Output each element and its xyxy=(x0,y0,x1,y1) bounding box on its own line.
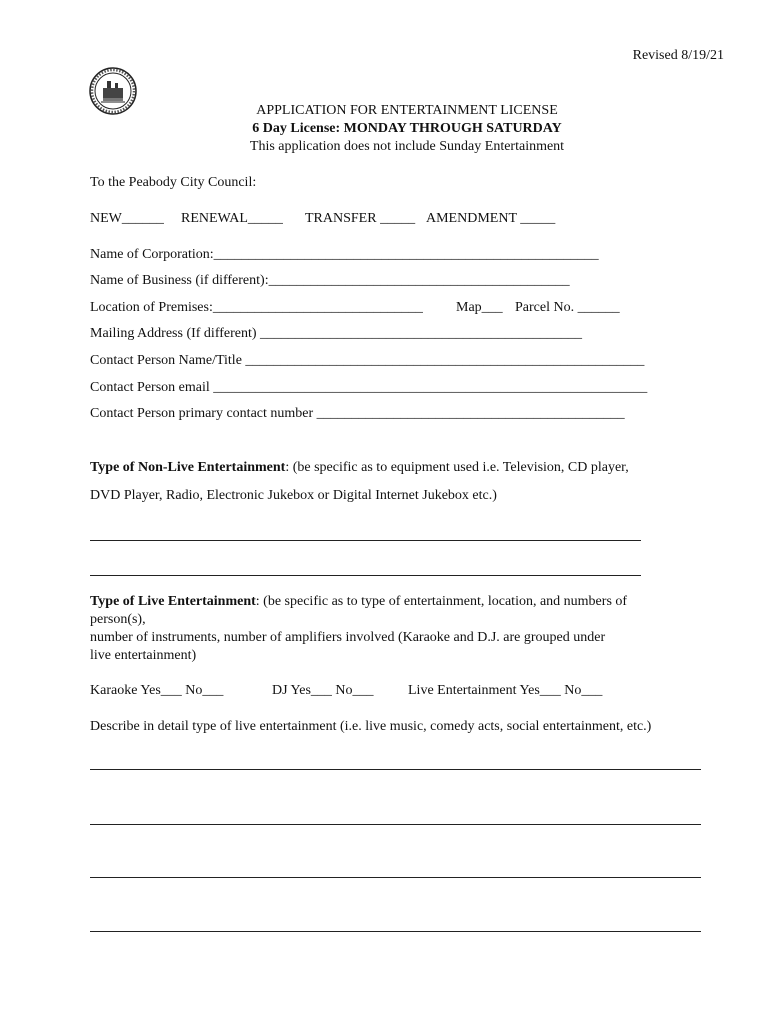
mailing-address-field[interactable]: Mailing Address (If different) ______________________________________________ xyxy=(90,326,583,341)
non-live-heading: Type of Non-Live Entertainment xyxy=(90,460,286,475)
describe-prompt: Describe in detail type of live entertainment (i.e. live music, comedy acts, social entertainment, etc.) xyxy=(90,719,652,734)
form-note: This application does not include Sunday Entertainment xyxy=(249,139,565,154)
live-section xyxy=(90,594,627,611)
amendment-option[interactable]: AMENDMENT _____ xyxy=(426,211,556,226)
corporation-field[interactable]: Name of Corporation:_______________________________________________________ xyxy=(90,247,599,262)
live-text-2: person(s), xyxy=(90,612,146,627)
non-live-line-2[interactable] xyxy=(90,575,641,576)
non-live-text-2: DVD Player, Radio, Electronic Jukebox or Digital Internet Jukebox etc.) xyxy=(90,488,497,503)
live-text-3: number of instruments, number of amplifiers involved (Karaoke and D.J. are grouped under xyxy=(90,630,606,645)
live-text-4: live entertainment) xyxy=(90,648,197,663)
renewal-option[interactable]: RENEWAL_____ xyxy=(181,211,283,226)
non-live-text: : (be specific as to equipment used i.e. Television, CD player, xyxy=(285,460,629,475)
describe-line-3[interactable] xyxy=(90,877,701,878)
dj-option[interactable]: DJ Yes___ No___ xyxy=(272,683,374,698)
describe-line-4[interactable] xyxy=(90,931,701,932)
business-field[interactable]: Name of Business (if different):___________________________________________ xyxy=(90,273,570,288)
non-live-line-1[interactable] xyxy=(90,540,641,541)
premises-field[interactable]: Location of Premises:______________________________ xyxy=(90,300,423,315)
contact-name-field[interactable]: Contact Person Name/Title _________________________________________________________ xyxy=(90,353,645,368)
live-text: : (be specific as to type of entertainment, location, and numbers of xyxy=(255,594,628,609)
contact-number-field[interactable]: Contact Person primary contact number ____________________________________________ xyxy=(90,406,625,421)
new-option[interactable]: NEW______ xyxy=(90,211,164,226)
salutation: To the Peabody City Council: xyxy=(90,175,257,190)
karaoke-option[interactable]: Karaoke Yes___ No___ xyxy=(90,683,224,698)
contact-email-field[interactable]: Contact Person email ______________________________________________________________ xyxy=(90,380,648,395)
non-live-section xyxy=(90,460,629,477)
revised-date: Revised 8/19/21 xyxy=(632,48,724,63)
transfer-option[interactable]: TRANSFER _____ xyxy=(305,211,416,226)
describe-line-1[interactable] xyxy=(90,769,701,770)
parcel-field[interactable]: Parcel No. ______ xyxy=(515,300,620,315)
form-title: APPLICATION FOR ENTERTAINMENT LICENSE xyxy=(256,103,558,118)
form-subtitle: 6 Day License: MONDAY THROUGH SATURDAY xyxy=(252,121,562,136)
map-field[interactable]: Map___ xyxy=(456,300,503,315)
live-heading: Type of Live Entertainment xyxy=(90,594,256,609)
describe-line-2[interactable] xyxy=(90,824,701,825)
live-entertainment-option[interactable]: Live Entertainment Yes___ No___ xyxy=(408,683,603,698)
